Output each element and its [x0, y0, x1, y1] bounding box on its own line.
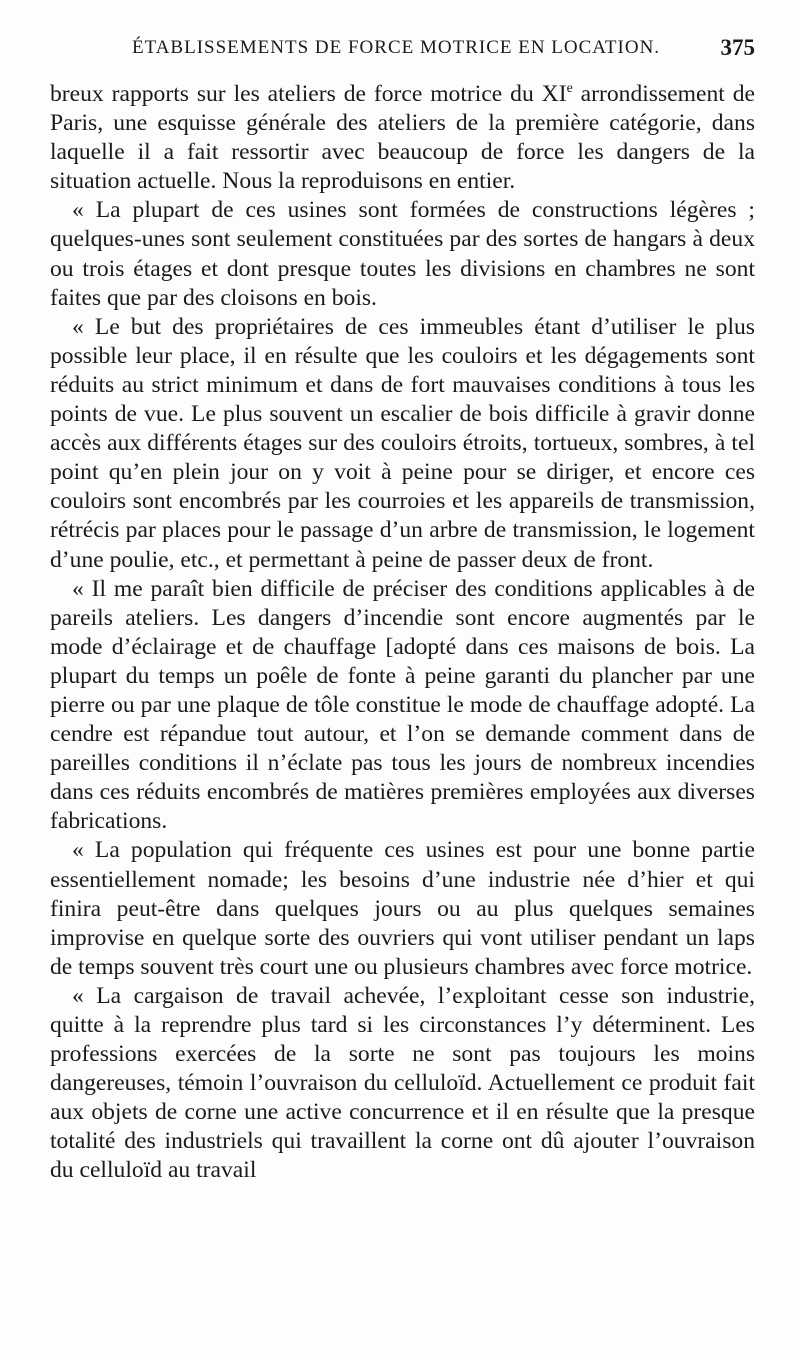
paragraph-text: breux rapports sur les ateliers de force motrice du XI	[50, 81, 567, 107]
running-title: ÉTABLISSEMENTS DE FORCE MOTRICE EN LOCATION.	[132, 37, 661, 58]
paragraph: « Il me paraît bien difficile de préciser des conditions applicables à de pareils ateliers. Les dangers d’incendie sont encore augmentés par le mode d’éclairage et de chauffage [adopté dans ces maisons de bois. La plupart du temps un poêle de fonte à peine garanti du plancher par une pierre ou par une plaque de tôle constitue le mode de chauffage adopté. La cendre est répandue tout autour, et l’on se demande comment dans de pareilles conditions il n’éclate pas tous les jours de nombreux incendies dans ces réduits encombrés de matières premières employées aux diverses fabrications.	[50, 575, 755, 835]
paragraph-text: arrondissement de Paris, une esquisse générale des ateliers de la première catégorie, dans laquelle il a fait ressortir avec beaucoup de force les dangers de la situation actuelle. Nous la reproduisons en entier.	[50, 81, 755, 195]
paragraph: « La plupart de ces usines sont formées de constructions légères ; quelques-unes sont seulement constituées par des sortes de hangars à deux ou trois étages et dont presque toutes les divisions en chambres ne sont faites que par des cloisons en bois.	[50, 197, 755, 311]
paragraph: « La population qui fréquente ces usines est pour une bonne partie essentiellement nomade; les besoins d’une industrie née d’hier et qui finira peut-être dans quelques jours ou au plus quelques semaines improvise en quelque sorte des ouvriers qui vont utiliser pendant un laps de temps souvent très court une ou plusieurs chambres avec force motrice.	[50, 837, 755, 980]
running-head	[50, 30, 755, 70]
body-text	[50, 80, 755, 1186]
paragraph-continuation	[50, 80, 755, 196]
paragraph: « Le but des propriétaires de ces immeubles étant d’utiliser le plus possible leur place, il en résulte que les couloirs et les dégagements sont réduits au strict minimum et dans de fort mauvaises conditions à tous les points de vue. Le plus souvent un escalier de bois difficile à gravir donne accès aux différents étages sur des couloirs étroits, tortueux, sombres, à tel point qu’en plein jour on y voit à peine pour se diriger, et encore ces couloirs sont encombrés par les courroies et les appareils de transmission, rétrécis par places pour le passage d’un arbre de transmission, le logement d’une poulie, etc., et permettant à peine de passer deux de front.	[50, 313, 755, 573]
paragraph: « La cargaison de travail achevée, l’exploitant cesse son industrie, quitte à la reprendre plus tard si les circonstances l’y déterminent. Les professions exercées de la sorte ne sont pas toujours les moins dangereuses, témoin l’ouvraison du celluloïd. Actuellement ce produit fait aux objets de corne une active concurrence et il en résulte que la presque totalité des industriels qui travaillent la corne ont dû ajouter l’ouvraison du celluloïd au travail	[50, 982, 755, 1184]
page-number: 375	[720, 35, 755, 60]
ordinal-superscript: e	[566, 81, 573, 97]
